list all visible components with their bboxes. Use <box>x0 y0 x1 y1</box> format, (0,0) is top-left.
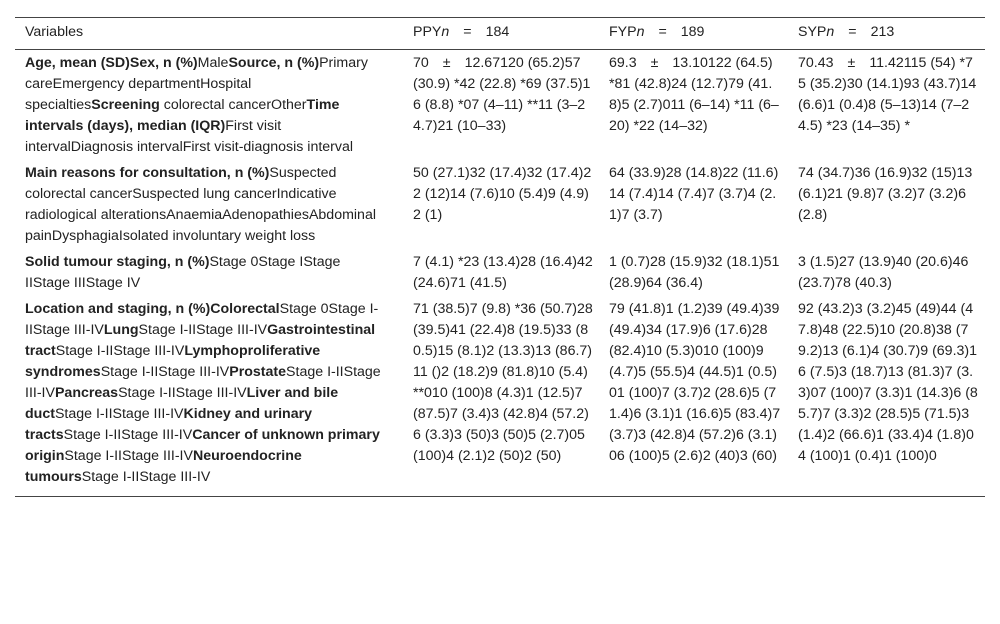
variable-label: Dysphagia <box>51 228 119 244</box>
variable-cell <box>15 160 403 249</box>
variable-label: Stage IV <box>85 275 141 291</box>
variable-label: Stage III-IV <box>175 385 247 401</box>
table-row-location-staging <box>15 296 985 497</box>
table-row-tumour-staging <box>15 249 985 296</box>
value-cell-syp: 3 (1.5)27 (13.9)40 (20.6)46 (23.7)78 (40.3) <box>798 254 969 291</box>
variable-label: Stage 0 <box>279 301 329 317</box>
variable-label: Indicative radiological alterations <box>25 186 337 223</box>
variable-label: Stage III-IV <box>112 406 184 422</box>
value-cell-fyp: 79 (41.8)1 (1.2)39 (49.4)39 (49.4)34 (17.9)6 (17.6)28 (82.4)10 (5.3)010 (100)9 (4.7)5 (55.5)4 (44.5)1 (0.5)01 (100)7 (3.7)2 (28.6)5 (71.4)6 (3.1)1 (16.6)5 (83.4)7 (3.7)3 (42.8)4 (57.2)6 (3.1)06 (100)5 (2.6)2 (40)3 (60) <box>599 296 788 497</box>
variable-label: Stage III-IV <box>196 322 268 338</box>
variable-heading: Lung <box>103 322 139 338</box>
variable-label: Stage III-IV <box>139 469 211 485</box>
variable-label: Suspected lung cancer <box>132 186 277 202</box>
variable-heading: Location and staging, n (%) <box>25 301 211 317</box>
variable-label: Isolated involuntary weight loss <box>118 228 316 244</box>
header-variables: Variables <box>15 18 403 50</box>
variable-heading: Source, n (%) <box>228 55 320 71</box>
variable-label: Stage III-IV <box>158 364 230 380</box>
variable-label: Suspected colorectal cancer <box>25 165 337 202</box>
value-cell-ppy: 7 (4.1) *23 (13.4)28 (16.4)42 (24.6)71 (41.5) <box>413 254 593 291</box>
value-cell-ppy: 70 ± 12.67120 (65.2)57 (30.9) *42 (22.8) *69 (37.5)16 (8.8) *07 (4–11) **11 (3–24.7)21 (10–33) <box>413 55 591 134</box>
table-row-consultation-reasons <box>15 160 985 249</box>
variable-heading: Age, mean (SD) <box>25 55 130 71</box>
variable-label: Stage I-II <box>118 385 176 401</box>
variable-label: colorectal cancer <box>159 97 272 113</box>
value-cell-syp: 74 (34.7)36 (16.9)32 (15)13 (6.1)21 (9.8)7 (3.2)7 (3.2)6 (2.8) <box>798 165 973 223</box>
table-row-demographics <box>15 50 985 161</box>
variable-label: Stage III-IV <box>121 427 193 443</box>
variable-label: Abdominal pain <box>25 207 376 244</box>
variable-label: Stage II <box>25 254 341 291</box>
variable-label: Male <box>197 55 229 71</box>
variable-label: Stage III-IV <box>32 322 104 338</box>
variable-label: First visit-diagnosis interval <box>182 139 354 155</box>
header-group-ppy: PPYn = 184 <box>403 18 599 50</box>
variable-heading: Colorectal <box>210 301 280 317</box>
variable-label: First visit interval <box>25 118 282 155</box>
data-table-container <box>15 17 985 497</box>
variable-label: Stage I-II <box>55 343 114 359</box>
variable-label: Stage I-II <box>54 406 113 422</box>
data-table <box>15 17 985 497</box>
variable-heading: Screening <box>91 97 160 113</box>
table-header-row <box>15 18 985 50</box>
variable-heading: Cancer of unknown primary origin <box>25 427 380 464</box>
variable-heading: Kidney and urinary tracts <box>25 406 313 443</box>
variable-label: Primary care <box>25 55 368 92</box>
variable-label: Stage I-II <box>100 364 159 380</box>
value-cell-fyp: 1 (0.7)28 (15.9)32 (18.1)51 (28.9)64 (36.4) <box>609 254 780 291</box>
variable-label: Stage III-IV <box>25 364 381 401</box>
value-cell-syp: 70.43 ± 11.42115 (54) *75 (35.2)30 (14.1)93 (43.7)14 (6.6)1 (0.4)8 (5–13)14 (7–24.5) *23 (14–35) * <box>798 55 977 134</box>
variable-label: Hospital specialties <box>25 76 252 113</box>
variable-heading: Solid tumour staging, n (%) <box>25 254 210 270</box>
variable-heading: Time intervals (days), median (IQR) <box>25 97 340 134</box>
variable-label: Stage III <box>32 275 86 291</box>
value-cell-fyp: 64 (33.9)28 (14.8)22 (11.6)14 (7.4)14 (7.4)7 (3.7)4 (2.1)7 (3.7) <box>609 165 779 223</box>
variable-label: Stage I-II <box>63 427 122 443</box>
variable-heading: Gastrointestinal tract <box>25 322 376 359</box>
variable-label: Emergency department <box>52 76 201 92</box>
variable-label: Stage I-II <box>25 301 379 338</box>
variable-label: Adenopathies <box>222 207 309 223</box>
variable-label: Stage III-IV <box>121 448 193 464</box>
variable-label: Anaemia <box>166 207 223 223</box>
variable-label: Diagnosis interval <box>70 139 183 155</box>
variable-heading: Sex, n (%) <box>129 55 198 71</box>
variable-label: Stage I-II <box>138 322 197 338</box>
value-cell-fyp: 69.3 ± 13.10122 (64.5) *81 (42.8)24 (12.7)79 (41.8)5 (2.7)011 (6–14) *11 (6–20) *22 (14–32) <box>609 55 779 134</box>
value-cell-ppy: 71 (38.5)7 (9.8) *36 (50.7)28 (39.5)41 (22.4)8 (19.5)33 (80.5)15 (8.1)2 (13.3)13 (86.7)11 ()2 (18.2)9 (81.8)10 (5.4) **010 (100)8 (4.3)1 (12.5)7 (87.5)7 (3.4)3 (42.8)4 (57.2)6 (3.3)3 (50)3 (50)5 (2.7)05 (100)4 (2.1)2 (50)2 (50) <box>403 296 599 497</box>
header-group-syp: SYPn = 213 <box>788 18 985 50</box>
variable-heading: Lymphoproliferative syndromes <box>25 343 321 380</box>
value-cell-ppy: 50 (27.1)32 (17.4)32 (17.4)22 (12)14 (7.6)10 (5.4)9 (4.9)2 (1) <box>413 165 592 223</box>
variable-cell <box>15 296 403 497</box>
variable-heading: Neuroendocrine tumours <box>25 448 302 485</box>
variable-heading: Liver and bile duct <box>25 385 339 422</box>
variable-label: Stage I-II <box>64 448 122 464</box>
variable-label: Other <box>271 97 307 113</box>
variable-cell <box>15 249 403 296</box>
variable-label: Stage 0 <box>209 254 259 270</box>
variable-cell <box>15 50 403 161</box>
variable-heading: Prostate <box>229 364 287 380</box>
variable-label: Stage I <box>258 254 304 270</box>
variable-heading: Main reasons for consultation, n (%) <box>25 165 270 181</box>
variable-heading: Pancreas <box>54 385 119 401</box>
value-cell-syp: 92 (43.2)3 (3.2)45 (49)44 (47.8)48 (22.5)10 (20.8)38 (79.2)13 (6.1)4 (30.7)9 (69.3)16 (7.5)3 (18.7)13 (81.3)7 (3.3)07 (100)7 (3.3)1 (14.3)6 (85.7)7 (3.3)2 (28.5)5 (71.5)3 (1.4)2 (66.6)1 (33.4)4 (1.8)04 (100)1 (0.4)1 (100)0 <box>788 296 985 497</box>
variable-label: Stage III-IV <box>113 343 185 359</box>
variable-label: Stage I-II <box>81 469 140 485</box>
header-group-fyp: FYPn = 189 <box>599 18 788 50</box>
variable-label: Stage I-II <box>286 364 344 380</box>
